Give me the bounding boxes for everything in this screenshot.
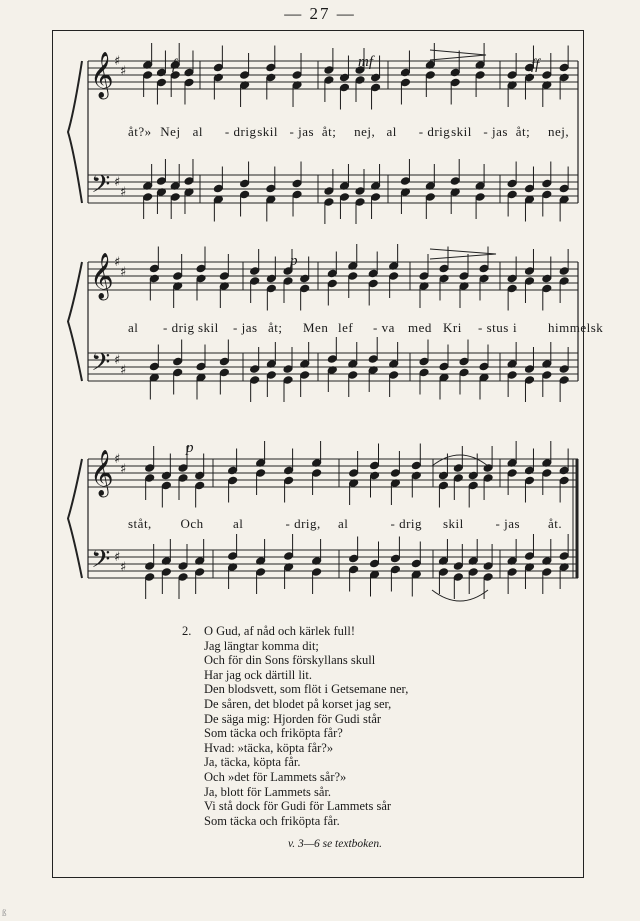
note-head [145, 464, 155, 473]
note-head [145, 474, 155, 483]
note-head [228, 476, 238, 485]
note-head [453, 573, 463, 582]
lyric-syllable: i [513, 320, 518, 335]
note-head [542, 190, 552, 199]
lyric-syllable: Och [180, 516, 204, 531]
note-head [156, 177, 166, 186]
lyric-syllable: al [128, 320, 139, 335]
lyric-syllable: nej, [354, 124, 376, 139]
note-head [349, 565, 359, 574]
note-head [196, 362, 206, 371]
lyric-syllable: skil [257, 124, 279, 139]
note-head [256, 469, 266, 478]
note-head [468, 568, 478, 577]
note-head [468, 481, 478, 490]
bass-clef: 𝄢 [91, 170, 111, 205]
note-head [219, 368, 229, 377]
treble-clef: 𝄞 [90, 52, 114, 98]
note-head [348, 371, 358, 380]
dynamic-marking: f [172, 57, 177, 73]
note-head [400, 177, 410, 186]
bass-clef: 𝄢 [91, 545, 111, 580]
note-head [355, 187, 365, 196]
treble-clef: 𝄞 [90, 253, 114, 299]
note-head [559, 184, 569, 193]
verse-line: Hvad: »täcka, köpta får?» [204, 740, 334, 755]
system-brace [68, 459, 82, 578]
lyric-syllable: nej, [548, 124, 570, 139]
dynamic-marking: ff [531, 57, 540, 73]
note-head [184, 68, 194, 77]
note-head [542, 71, 552, 80]
note-head [370, 570, 380, 579]
note-head [453, 562, 463, 571]
note-head [524, 195, 534, 204]
note-head [524, 376, 534, 385]
note-head [149, 373, 159, 382]
key-sharp: ♯ [114, 550, 121, 565]
note-head [559, 277, 569, 286]
note-head [196, 274, 206, 283]
note-head [292, 71, 302, 80]
note-head [507, 190, 517, 199]
note-head [312, 568, 322, 577]
lyric-syllable: - jas [483, 124, 508, 139]
note-head [411, 559, 421, 568]
lyric-syllable: skil [443, 516, 464, 531]
note-head [213, 63, 223, 72]
note-head [368, 355, 378, 364]
key-sharp: ♯ [120, 64, 127, 79]
note-head [439, 362, 449, 371]
note-head [475, 71, 485, 80]
note-head [327, 269, 337, 278]
note-head [411, 471, 421, 480]
note-head [479, 274, 489, 283]
lyric-syllable: - drig [224, 124, 257, 139]
note-head [149, 274, 159, 283]
note-head [559, 73, 569, 82]
key-sharp: ♯ [114, 175, 121, 190]
note-head [524, 476, 534, 485]
note-head [524, 73, 534, 82]
note-head [240, 71, 250, 80]
lyric-syllable: skil [198, 320, 219, 335]
lyric-syllable: ståt, [128, 516, 152, 531]
note-head [439, 274, 449, 283]
note-head [283, 365, 293, 374]
lyric-syllable: skil [451, 124, 472, 139]
note-head [170, 193, 180, 202]
note-head [450, 68, 460, 77]
note-head [371, 83, 381, 92]
note-head [368, 269, 378, 278]
lyric-syllable: åt?» [128, 124, 152, 139]
key-sharp: ♯ [114, 353, 121, 368]
note-head [300, 371, 310, 380]
lyric-syllable: - drig [163, 320, 195, 335]
note-head [219, 272, 229, 281]
key-sharp: ♯ [120, 560, 127, 575]
note-head [438, 481, 448, 490]
note-head [524, 552, 534, 561]
note-head [196, 373, 206, 382]
note-head [542, 274, 552, 283]
note-head [559, 376, 569, 385]
lyric-syllable: al [386, 124, 397, 139]
lyric-syllable: - drig [418, 124, 451, 139]
verse-block [182, 624, 408, 828]
note-head [324, 187, 334, 196]
key-sharp: ♯ [120, 462, 127, 477]
margin-mark: ß [2, 908, 7, 918]
note-head [390, 565, 400, 574]
tie [432, 590, 488, 601]
note-head [507, 179, 517, 188]
note-head [419, 272, 429, 281]
note-head [355, 76, 365, 85]
note-head [213, 195, 223, 204]
verse-line: Ja, täcka, köpta får. [204, 755, 301, 770]
note-head [453, 474, 463, 483]
note-head [250, 267, 260, 276]
footnote: v. 3—6 se textboken. [288, 838, 382, 850]
note-head [419, 368, 429, 377]
note-head [156, 68, 166, 77]
note-head [524, 267, 534, 276]
note-head [507, 469, 517, 478]
verse-lines [204, 624, 408, 828]
verse-line: Jag längtar komma dit; [204, 638, 319, 653]
note-head [145, 573, 155, 582]
note-head [324, 76, 334, 85]
note-head [240, 190, 250, 199]
verse-line: O Gud, af nåd och kärlek full! [204, 624, 355, 638]
lyric-syllable: - stus [478, 320, 509, 335]
key-sharp: ♯ [120, 363, 127, 378]
note-head [479, 264, 489, 273]
note-head [266, 284, 276, 293]
key-sharp: ♯ [120, 185, 127, 200]
note-head [559, 552, 569, 561]
lyric-syllable: åt; [321, 124, 337, 139]
note-head [425, 193, 435, 202]
note-head [411, 570, 421, 579]
note-head [483, 573, 493, 582]
bass-clef: 𝄢 [91, 348, 111, 383]
note-head [284, 476, 294, 485]
note-head [355, 198, 365, 207]
dynamic-marking: mf [358, 54, 373, 70]
note-head [256, 568, 266, 577]
note-head [228, 466, 238, 475]
note-head [524, 277, 534, 286]
note-head [459, 357, 469, 366]
note-head [327, 355, 337, 364]
lyric-syllable: Men [303, 320, 329, 335]
note-head [371, 193, 381, 202]
note-head [559, 466, 569, 475]
verse-number: 2. [182, 624, 192, 638]
lyric-syllable: - jas [495, 516, 521, 531]
crescendo-hairpin [430, 50, 486, 60]
note-head [559, 476, 569, 485]
note-head [390, 554, 400, 563]
lyric-syllable: al [338, 516, 349, 531]
lyric-syllable: himmelsk [548, 320, 604, 335]
note-head [339, 73, 349, 82]
note-head [145, 562, 155, 571]
note-head [507, 371, 517, 380]
note-head [312, 469, 322, 478]
note-head [213, 184, 223, 193]
page-number: — 27 — [284, 4, 356, 23]
key-sharp: ♯ [114, 255, 121, 270]
lyric-syllable: al [192, 124, 203, 139]
verse-line: De säga mig: Hjorden för Gudi står [204, 711, 382, 726]
lyric-syllable: - va [373, 320, 395, 335]
note-head [173, 368, 183, 377]
note-head [184, 78, 194, 87]
note-head [149, 264, 159, 273]
note-head [450, 78, 460, 87]
note-head [324, 198, 334, 207]
note-head [400, 78, 410, 87]
note-head [425, 71, 435, 80]
note-head [195, 481, 205, 490]
note-head [348, 272, 358, 281]
verse-line: Vi stå dock för Gudi för Lammets sår [204, 799, 392, 814]
note-head [542, 284, 552, 293]
note-head [149, 362, 159, 371]
note-head [228, 552, 238, 561]
note-head [483, 464, 493, 473]
verse-line: De såren, det blodet på korset jag ser, [204, 696, 392, 711]
lyric-syllable: - drig, [285, 516, 321, 531]
lyric-syllable: al [233, 516, 244, 531]
note-head [219, 357, 229, 366]
system-brace [68, 262, 82, 381]
verse-line: Som täcka och friköpta får? [204, 726, 343, 741]
note-head [475, 193, 485, 202]
note-head [240, 179, 250, 188]
verse-line: Som täcka och friköpta får. [204, 813, 340, 828]
note-head [411, 461, 421, 470]
note-head [292, 179, 302, 188]
note-head [389, 371, 399, 380]
note-head [284, 466, 294, 475]
note-head [324, 66, 334, 75]
note-head [459, 368, 469, 377]
lyric-syllable: - jas [289, 124, 315, 139]
verse-line: Och »det för Lammets sår?» [204, 769, 347, 784]
note-head [266, 63, 276, 72]
note-head [173, 272, 183, 281]
note-head [542, 469, 552, 478]
note-head [283, 277, 293, 286]
note-head [266, 73, 276, 82]
note-head [524, 466, 534, 475]
note-head [283, 376, 293, 385]
note-head [559, 365, 569, 374]
note-head [483, 562, 493, 571]
note-head [439, 264, 449, 273]
dynamic-marking: p [186, 440, 194, 456]
note-head [339, 83, 349, 92]
note-head [161, 471, 171, 480]
note-head [184, 177, 194, 186]
note-head [195, 568, 205, 577]
note-head [389, 272, 399, 281]
note-head [195, 471, 205, 480]
key-sharp: ♯ [114, 452, 121, 467]
note-head [300, 274, 310, 283]
verse-line: Ja, blott för Lammets sår. [204, 784, 332, 799]
system-brace [68, 61, 82, 203]
note-head [559, 195, 569, 204]
lyric-syllable: Nej [160, 124, 181, 139]
note-head [161, 481, 171, 490]
note-head [438, 471, 448, 480]
note-head [327, 279, 337, 288]
note-head [450, 177, 460, 186]
note-head [266, 195, 276, 204]
note-head [370, 559, 380, 568]
dynamic-marking: p [290, 253, 298, 269]
lyric-syllable: åt; [268, 320, 283, 335]
note-head [173, 357, 183, 366]
crescendo-hairpin [430, 249, 496, 259]
lyric-syllable: åt; [515, 124, 531, 139]
note-head [468, 471, 478, 480]
verse-line: Och för din Sons förskyllans skull [204, 653, 376, 668]
verse-line: Har jag ock därtill lit. [204, 667, 312, 682]
note-head [143, 193, 153, 202]
note-head [143, 71, 153, 80]
note-head [438, 568, 448, 577]
note-head [542, 568, 552, 577]
note-head [507, 568, 517, 577]
note-head [479, 362, 489, 371]
note-head [479, 373, 489, 382]
note-head [266, 274, 276, 283]
note-head [419, 357, 429, 366]
key-sharp: ♯ [114, 54, 121, 69]
note-head [439, 373, 449, 382]
note-head [161, 568, 171, 577]
note-head [524, 365, 534, 374]
note-head [559, 63, 569, 72]
note-head [507, 71, 517, 80]
note-head [459, 272, 469, 281]
note-head [349, 469, 359, 478]
note-head [507, 274, 517, 283]
note-head [266, 184, 276, 193]
note-head [371, 73, 381, 82]
lyric-syllable: - drig [390, 516, 423, 531]
note-head [284, 552, 294, 561]
note-head [213, 73, 223, 82]
note-head [178, 474, 188, 483]
note-head [250, 365, 260, 374]
note-head [250, 277, 260, 286]
note-head [400, 68, 410, 77]
verse-line: Den blodsvett, som flöt i Getsemane ner, [204, 682, 409, 697]
note-head [370, 471, 380, 480]
lyric-syllable: - jas [233, 320, 258, 335]
note-head [300, 284, 310, 293]
note-head [349, 554, 359, 563]
note-head [390, 469, 400, 478]
note-head [483, 474, 493, 483]
lyric-syllable: lef [338, 320, 354, 335]
note-head [542, 371, 552, 380]
note-head [453, 464, 463, 473]
note-head [178, 464, 188, 473]
note-head [196, 264, 206, 273]
lyric-syllable: åt. [548, 516, 563, 531]
note-head [266, 371, 276, 380]
note-head [156, 78, 166, 87]
note-head [368, 279, 378, 288]
treble-clef: 𝄞 [90, 450, 114, 496]
note-head [292, 190, 302, 199]
note-head [250, 376, 260, 385]
note-head [339, 193, 349, 202]
lyric-syllable: med [408, 320, 432, 335]
note-head [559, 267, 569, 276]
note-head [370, 461, 380, 470]
key-sharp: ♯ [120, 265, 127, 280]
note-head [507, 284, 517, 293]
note-head [524, 184, 534, 193]
note-head [542, 179, 552, 188]
note-head [178, 562, 188, 571]
lyric-syllable: Kri [443, 320, 462, 335]
note-head [178, 573, 188, 582]
